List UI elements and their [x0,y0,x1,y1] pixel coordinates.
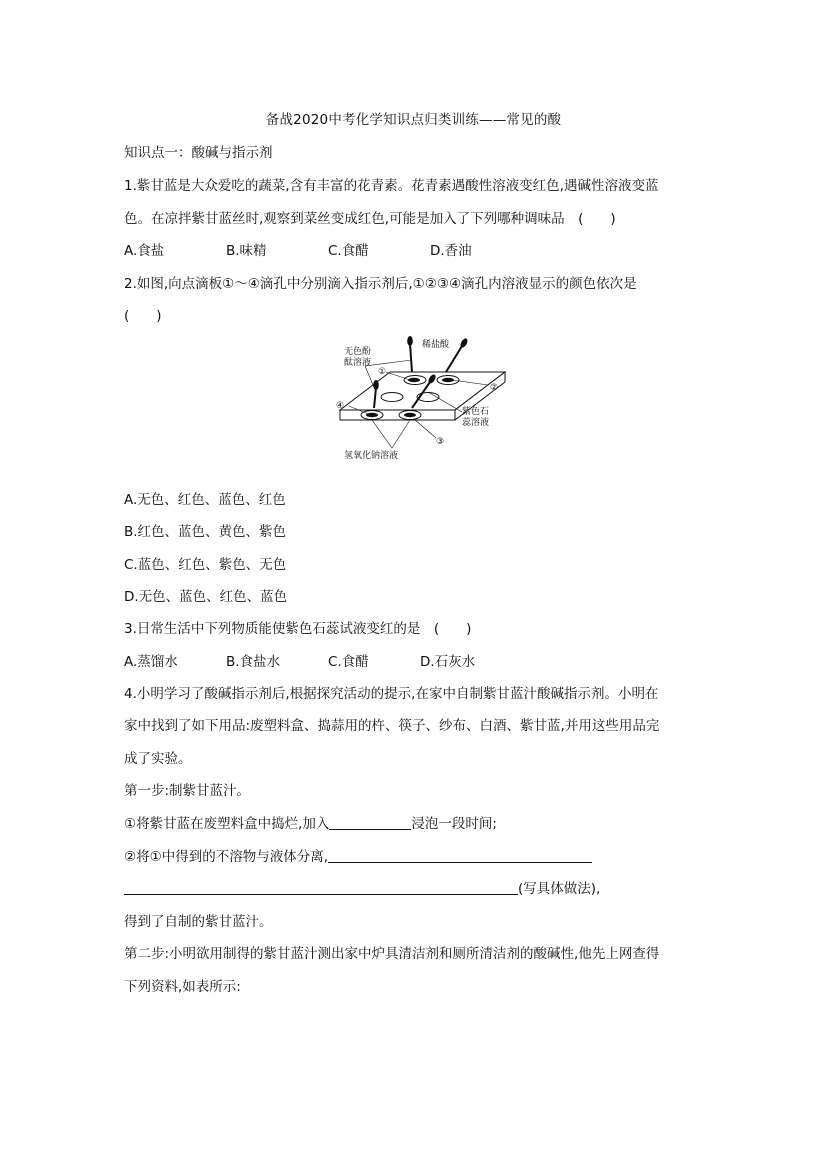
q1-option-b: B.味精 [226,243,267,259]
q4-step1c [124,877,714,897]
q2-option-b: B.红色、蓝色、黄色、紫色 [124,524,287,540]
label-n3: ③ [436,437,445,447]
q4-step1d: 得到了自制的紫甘蓝汁。 [124,914,273,930]
q4-step1a [124,812,714,832]
q4-step1b [124,845,714,865]
well-mid-left [381,393,403,402]
q3-option-a: A.蒸馏水 [124,654,178,670]
q3-option-d: D.石灰水 [420,654,476,670]
q4-step1a-pre: ①将紫甘蓝在废塑料盒中捣烂,加入 [124,816,330,832]
label-n1: ① [378,367,387,377]
q1-line2: 色。在凉拌紫甘蓝丝时,观察到菜丝变成红色,可能是加入了下列哪种调味品 ( ) [124,211,616,227]
q2-line1: 2.如图,向点滴板①～④滴孔中分别滴入指示剂后,①②③④滴孔内溶液显示的颜色依次是 [124,276,637,292]
q2-line2: ( ) [124,308,162,324]
label-phenol-1: 无色酚 [344,347,372,357]
label-naoh: 氢氧化钠溶液 [344,451,399,461]
document-title: 备战2020中考化学知识点归类训练——常见的酸 [265,112,562,128]
q2-option-a: A.无色、红色、蓝色、红色 [124,492,286,508]
label-litmus-2: 蕊溶液 [462,418,490,428]
q3-line1: 3.日常生活中下列物质能使紫色石蕊试液变红的是 ( ) [124,621,472,637]
spot-plate-diagram [330,330,510,470]
q1-option-a: A.食盐 [124,243,165,259]
q1-option-c: C.食醋 [328,243,369,259]
label-n2: ② [490,383,499,393]
q3-options [124,650,475,670]
q4-line3: 成了实验。 [124,751,192,767]
q4-line2: 家中找到了如下用品:废塑料盒、捣蒜用的杵、筷子、纱布、白酒、紫甘蓝,并用这些用品完 [124,718,660,734]
label-hcl: 稀盐酸 [422,340,450,350]
q4-step1b-pre: ②将①中得到的不溶物与液体分离, [124,849,328,865]
dropper-hcl-icon [407,336,413,372]
label-n4: ④ [336,401,345,411]
q1-options [124,239,472,259]
q4-step1a-post: 浸泡一段时间; [411,816,497,832]
answer-blank-2[interactable] [328,848,592,863]
well-fill-4 [366,413,378,417]
plate-front [340,410,455,420]
spot-plate-figure [330,330,510,470]
q2-option-d: D.无色、蓝色、红色、蓝色 [124,589,288,605]
section-heading: 知识点一：酸碱与指示剂 [124,145,273,161]
answer-blank-1[interactable] [329,815,411,830]
q4-step1c-post: (写具体做法), [518,881,601,897]
label-litmus-1: 紫色石 [462,407,490,417]
q3-option-c: C.食醋 [328,654,369,670]
q1-line1: 1.紫甘蓝是大众爱吃的蔬菜,含有丰富的花青素。花青素遇酸性溶液变红色,遇碱性溶液变蓝 [124,178,659,194]
q4-step2-line2: 下列资料,如表所示: [124,979,241,995]
dropper-hcl2-icon [446,337,469,372]
label-phenol-2: 酞溶液 [344,358,372,368]
q2-option-c: C.蓝色、红色、紫色、无色 [124,557,287,573]
q4-step1: 第一步:制紫甘蓝汁。 [124,783,251,799]
q4-line1: 4.小明学习了酸碱指示剂后,根据探究活动的提示,在家中自制紫甘蓝汁酸碱指示剂。小明在 [124,686,659,702]
answer-blank-3[interactable] [124,880,518,895]
q1-option-d: D.香油 [430,243,472,259]
well-fill-3 [404,413,416,417]
q4-step2-line1: 第二步:小明欲用制得的紫甘蓝汁测出家中炉具清洁剂和厕所清洁剂的酸碱性,他先上网查得 [124,946,660,962]
q3-option-b: B.食盐水 [226,654,281,670]
